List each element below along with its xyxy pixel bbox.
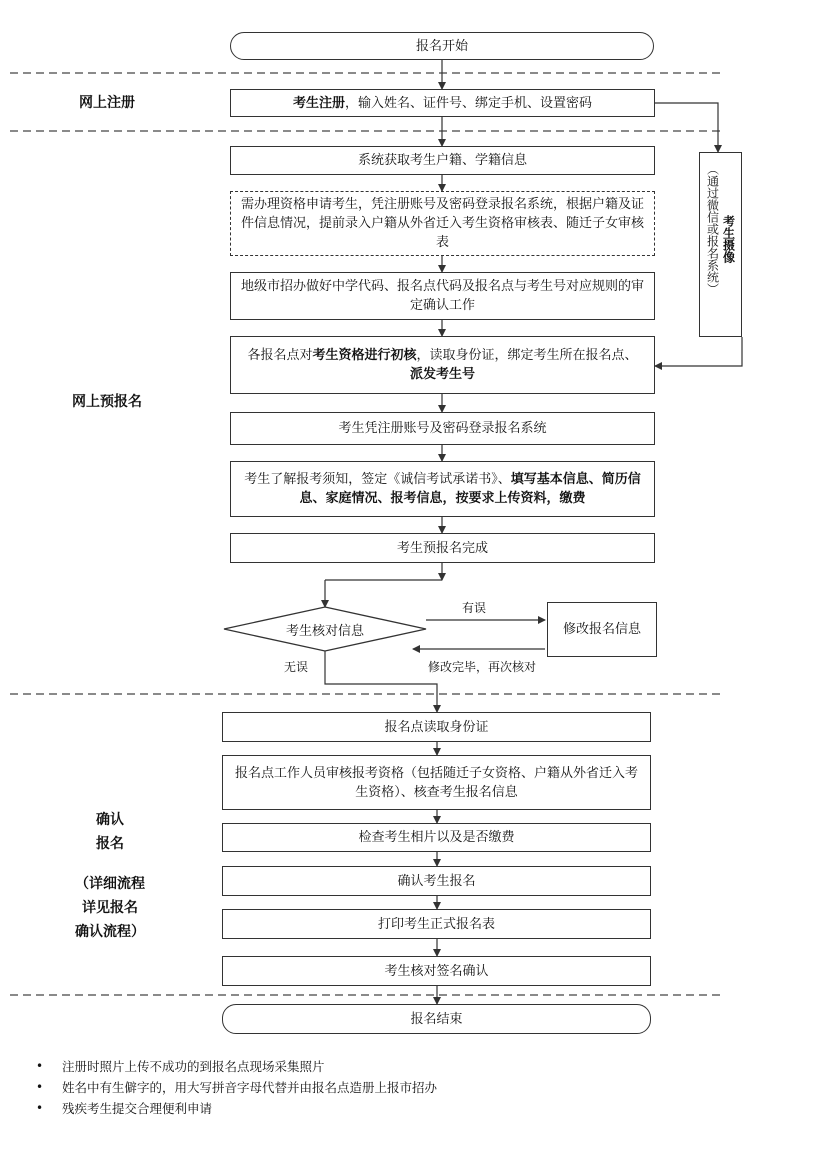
- confirm-line: 详见报名: [82, 900, 138, 916]
- photo-via-label: （通过微信或报名系统）: [705, 163, 720, 295]
- connector-from-photo: [655, 337, 742, 366]
- step-initial-check: 各报名点对考生资格进行初核，读取身份证，绑定考生所在报名点、派发考生号: [230, 336, 655, 394]
- step-sign-confirm: 考生核对签名确认: [222, 956, 651, 986]
- label-recheck: 修改完毕，再次核对: [428, 660, 537, 674]
- start-terminal: [230, 32, 654, 60]
- note-item: • 残疾考生提交合理便利申请: [36, 1098, 437, 1119]
- section-online-register: 网上注册: [79, 95, 135, 111]
- confirm-line: 确认: [96, 812, 124, 828]
- confirm-line: （详细流程: [75, 876, 145, 892]
- confirm-line: 报名: [96, 836, 124, 852]
- start-label: 报名开始: [415, 38, 468, 54]
- photo-label: 考生摄像: [721, 215, 736, 263]
- section-confirm: [40, 808, 180, 944]
- notes-list: [36, 1056, 437, 1119]
- label-no-error: 无误: [284, 660, 309, 674]
- step-city-codes: 地级市招办做好中学代码、报名点代码及报名点与考生号对应规则的审定确认工作: [230, 272, 655, 320]
- step-modify-info: 修改报名信息: [547, 602, 657, 657]
- step-confirm: 确认考生报名: [222, 866, 651, 896]
- step-read-id: 报名点读取身份证: [222, 712, 651, 742]
- step-prereg-done: 考生预报名完成: [230, 533, 655, 563]
- connector-to-photo: [655, 103, 718, 152]
- note-item: • 姓名中有生僻字的，用大写拼音字母代替并由报名点造册上报市招办: [36, 1077, 437, 1098]
- connector-no-error: [325, 651, 437, 712]
- step-login: 考生凭注册账号及密码登录报名系统: [230, 412, 655, 445]
- step-fill-info: 考生了解报考须知，签定《诚信考试承诺书》、填写基本信息、简历信息、家庭情况、报考信息，按要求上传资料，缴费: [230, 461, 655, 517]
- step-print-form: 打印考生正式报名表: [222, 909, 651, 939]
- register-bold: 考生注册: [292, 95, 345, 111]
- section-online-prereg: 网上预报名: [72, 394, 142, 410]
- end-label: 报名结束: [410, 1011, 463, 1027]
- step-qualification-apply: 需办理资格申请考生，凭注册账号及密码登录报名系统，根据户籍及证件信息情况，提前录入户籍从外省迁入考生资格审核表、随迁子女审核表: [230, 191, 655, 256]
- decision-label: 考生核对信息: [285, 624, 364, 639]
- step-photo: [699, 152, 742, 337]
- end-terminal: [222, 1004, 651, 1034]
- step-check-photo-fee: 检查考生相片以及是否缴费: [222, 823, 651, 852]
- step-review-qualification: 报名点工作人员审核报考资格（包括随迁子女资格、户籍从外省迁入考生资格）、核查考生报名信息: [222, 755, 651, 810]
- confirm-line: 确认流程）: [75, 924, 145, 940]
- label-has-error: 有误: [462, 601, 487, 615]
- step-fetch-info: 系统获取考生户籍、学籍信息: [230, 146, 655, 175]
- confirm-line: [40, 856, 180, 872]
- register-rest: ，输入姓名、证件号、绑定手机、设置密码: [345, 95, 593, 111]
- note-item: • 注册时照片上传不成功的到报名点现场采集照片: [36, 1056, 437, 1077]
- step-register: [230, 89, 655, 117]
